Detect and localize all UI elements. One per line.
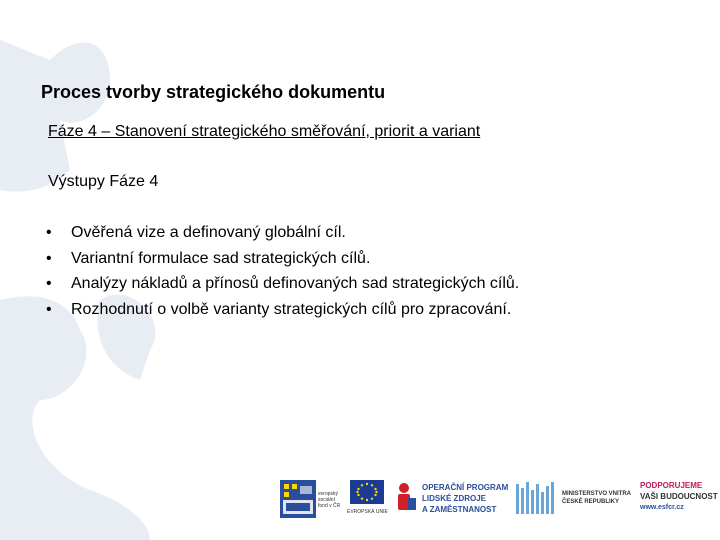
esf-url-link[interactable]: www.esfcr.cz [640, 504, 684, 511]
phase-subtitle: Fáze 4 – Stanovení strategického směřování, priorit a variant [48, 123, 481, 140]
ministry-interior-text: MINISTERSTVO VNITRA ČESKÉ REPUBLIKY [562, 491, 632, 505]
list-item-text: Ověřená vize a definovaný globální cíl. [71, 224, 346, 241]
ministry-interior-logo-icon [516, 476, 558, 522]
bullet-icon: • [46, 224, 52, 241]
bullet-icon: • [46, 249, 52, 267]
list-item [46, 299, 519, 325]
outputs-heading: Výstupy Fáze 4 [48, 173, 159, 190]
list-item [46, 222, 519, 248]
eu-text: EVROPSKÁ UNIE [347, 509, 388, 515]
bullet-icon: • [46, 300, 52, 318]
list-item-text: Rozhodnutí o volbě varianty strategických cílů pro zpracování. [71, 300, 512, 318]
slogan-text [640, 480, 718, 502]
op-lzz-text: OPERAČNÍ PROGRAM LIDSKÉ ZDROJE A ZAMĚSTNANOST [422, 483, 509, 514]
list-item-text: Variantní formulace sad strategických cílů. [71, 249, 371, 267]
slogan-line-2: VAŠI BUDOUCNOST [640, 492, 718, 501]
list-item-text: Analýzy nákladů a přínosů definovaných sad strategických cílů. [71, 275, 520, 292]
slogan-line-1: PODPORUJEME [640, 481, 703, 490]
esf-logo-icon [280, 476, 316, 522]
eu-flag-icon [350, 480, 384, 504]
footer-logos [280, 476, 716, 522]
bullet-icon: • [46, 275, 52, 292]
op-lzz-logo-icon [394, 476, 418, 522]
list-item [46, 248, 519, 274]
outputs-list [46, 222, 519, 324]
esf-text: evropský sociální fond v ČR [318, 491, 341, 509]
slide-title: Proces tvorby strategického dokumentu [41, 82, 386, 102]
list-item [46, 273, 519, 299]
